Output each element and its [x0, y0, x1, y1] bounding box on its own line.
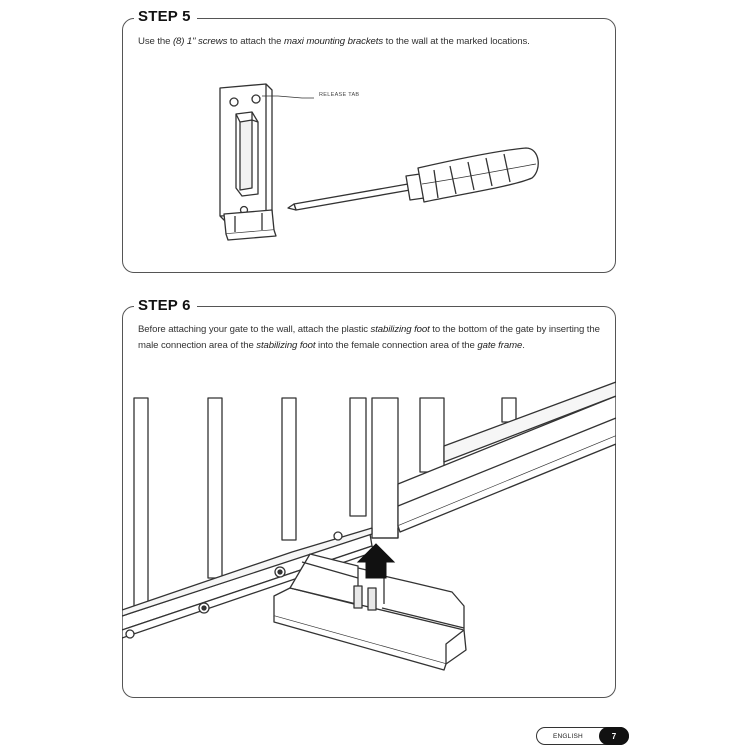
step6-text-part: into the female connection area of the: [315, 340, 478, 351]
step6-text-part: Before attaching your gate to the wall, attach the plastic: [138, 324, 371, 335]
step5-text-part: to attach the: [227, 36, 284, 47]
page-number: 7: [599, 727, 629, 745]
screwdriver-icon: [288, 148, 538, 210]
step6-text-part: gate frame: [477, 340, 523, 351]
step6-illustration: [122, 306, 616, 698]
footer-page-indicator: [536, 727, 629, 745]
step6-title: STEP 6: [134, 297, 197, 315]
step6-text-part: stabilizing foot: [256, 340, 316, 351]
step5-text-part: to the wall at the marked locations.: [383, 36, 530, 47]
step5-text-part: maxi mounting brackets: [283, 36, 384, 47]
footer-language: ENGLISH: [553, 732, 583, 740]
step6-text-part: .: [522, 340, 525, 351]
step5-text-part: (8) 1" screws: [172, 36, 228, 47]
step5-title: STEP 5: [134, 8, 197, 26]
step5-text-part: Use the: [138, 36, 173, 47]
step6-text-part: to the bottom of the gate by inserting the male connection area of the: [138, 324, 600, 351]
step5-illustration: [122, 18, 616, 273]
step6-text-part: stabilizing foot: [370, 324, 430, 335]
release-tab-label: RELEASE TAB: [319, 92, 360, 98]
mounting-bracket-icon: [220, 84, 276, 240]
